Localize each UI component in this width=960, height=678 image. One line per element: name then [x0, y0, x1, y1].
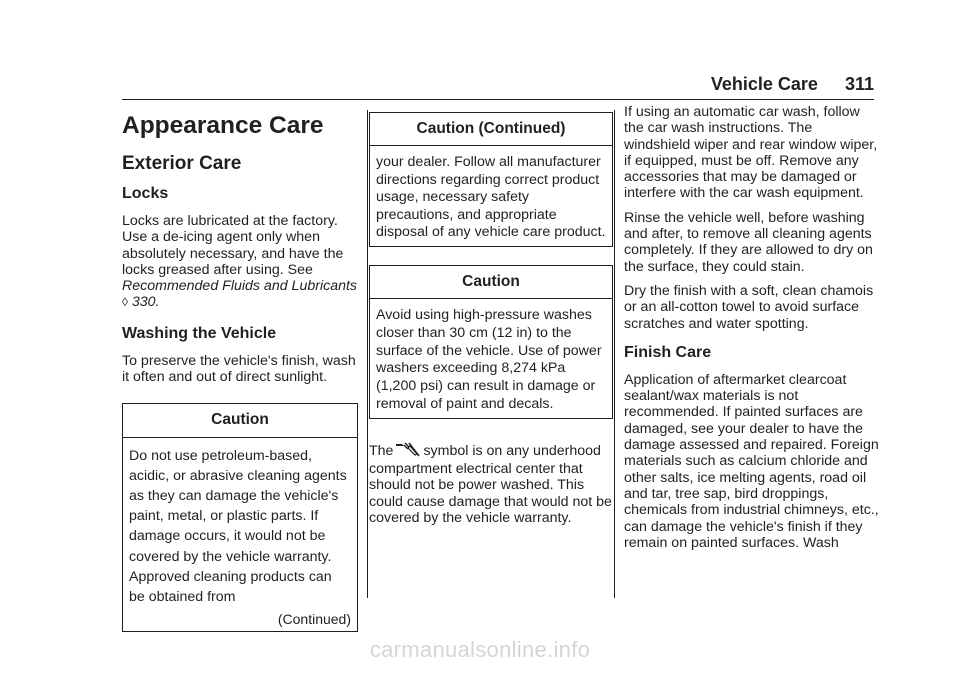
caution-continued-heading: Caution (Continued)	[370, 113, 612, 146]
continued-label: (Continued)	[277, 611, 351, 628]
no-power-wash-icon	[395, 441, 421, 461]
heading-finish-care: Finish Care	[624, 343, 712, 361]
symbol-paragraph	[369, 441, 613, 526]
rinse-paragraph: Rinse the vehicle well, before washing and after, to remove all cleaning agents completely. If they are allowed to dry on the surface, they could stain.	[624, 209, 873, 275]
heading-locks: Locks	[122, 185, 169, 202]
column-1	[122, 104, 358, 632]
finish-care-paragraph: Application of aftermarket clearcoat sealant/wax materials is not recommended. If painted surfaces are damaged, see your dealer to have the damage assessed and repaired. Foreign materials such as calcium chloride and other salts, ice melting agents, road oil and tar, tree sap, bird droppings, chemicals from industrial chimneys, etc., can damage the vehicle's finish if they remain on painted surfaces. Wash	[624, 371, 879, 551]
locks-paragraph	[122, 213, 358, 311]
section-title: Vehicle Care	[710, 74, 818, 94]
symbol-post-text: symbol is on any underhood compartment electrical center that should not be power washed. This could cause damage that would not be covered by the vehicle warranty.	[369, 442, 612, 527]
page-number: 311	[844, 74, 874, 94]
heading-washing-the-vehicle: Washing the Vehicle	[122, 324, 277, 342]
caution-box-2	[369, 265, 613, 419]
page-ref-icon: ◊	[122, 295, 128, 310]
page-title: Appearance Care	[122, 112, 324, 139]
caution-heading: Caution	[123, 404, 357, 437]
caution-body: Do not use petroleum-based, acidic, or abrasive cleaning agents as they can damage the vehicle's paint, metal, or plastic parts. If damage occurs, it would not be covered by the vehicle warranty. Approved cleaning products can be obtained from	[129, 447, 347, 606]
locks-text: Locks are lubricated at the factory. Use a de-icing agent only when absolutely necessary, and have the locks greased after using. See	[122, 213, 344, 278]
washing-paragraph: To preserve the vehicle's finish, wash it often and out of direct sunlight.	[122, 352, 356, 386]
page-header	[711, 74, 874, 95]
caution-box-1	[122, 403, 358, 631]
header-rule	[122, 99, 874, 100]
column-3	[624, 104, 880, 559]
column-2	[369, 104, 613, 534]
watermark-text: carmanualsonline.info	[369, 637, 591, 662]
locks-reference-link[interactable]	[122, 278, 357, 310]
column-divider-1	[367, 110, 368, 598]
caution-continued-body: your dealer. Follow all manufacturer directions regarding correct product usage, necessary safety precautions, and appropriate disposal of any vehicle care product.	[376, 154, 606, 241]
caution-heading-2: Caution	[370, 266, 612, 299]
locks-reference-page: 330.	[131, 294, 160, 311]
section-heading-exterior-care: Exterior Care	[122, 153, 242, 174]
caution-box-continued	[369, 112, 613, 247]
dry-paragraph: Dry the finish with a soft, clean chamois or an all-cotton towel to avoid surface scratches and water spotting.	[624, 282, 874, 332]
locks-reference-label: Recommended Fluids and Lubricants	[122, 278, 358, 295]
column-divider-2	[614, 110, 615, 598]
caution-body-2: Avoid using high-pressure washes closer than 30 cm (12 in) to the surface of the vehicle. Use of power washers exceeding 8,274 kPa (1,200 psi) can result in damage or removal of paint and decals.	[376, 307, 602, 413]
car-wash-paragraph: If using an automatic car wash, follow the car wash instructions. The windshield wiper and rear window wiper, if equipped, must be off. Remove any accessories that may be damaged or interfere with the car wash equipment.	[624, 104, 878, 202]
symbol-pre-text: The	[369, 442, 394, 459]
